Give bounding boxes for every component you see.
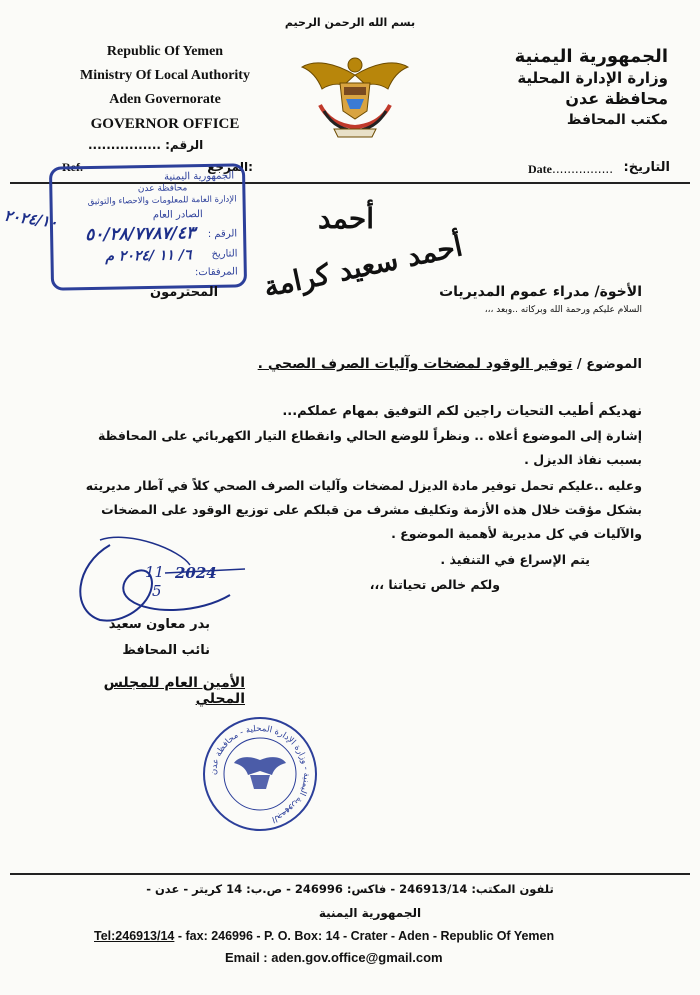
footer-en-contact	[94, 929, 554, 943]
footer-email: Email : aden.gov.office@gmail.com	[225, 950, 443, 965]
header-ar-line4: مكتب المحافظ	[566, 112, 668, 128]
header-en-line4: GOVERNOR OFFICE	[90, 116, 240, 132]
number-line	[88, 138, 203, 152]
basmala: بسم الله الرحمن الرحيم	[284, 16, 416, 29]
body-p3b: بشكل مؤقت خلال هذه الأزمة وتكليف مشرف من قبلكم على توزيع الوقود على المضخات	[101, 502, 642, 517]
footer-divider	[10, 873, 690, 875]
signatory-title1: نائب المحافظ	[122, 643, 210, 658]
header-en-line1: Republic Of Yemen	[106, 44, 224, 59]
stamp-line1: الجمهورية اليمنية	[164, 170, 235, 183]
header-en	[55, 40, 275, 136]
date-dots: ................	[552, 162, 614, 176]
ref-en-label: Ref.	[62, 160, 83, 174]
handwritten-name: أحمد سعيد كرامة	[260, 229, 466, 304]
subject-label: الموضوع /	[576, 357, 642, 372]
body-p4: يتم الإسراع في التنفيذ .	[440, 552, 590, 567]
body-p3a: وعليه ..عليكم تحمل توفير مادة الديزل لمضخات وآليات الصرف الصحي كلاً في آطار مديريته	[85, 478, 642, 493]
header-ar-line1: الجمهورية اليمنية	[514, 46, 668, 67]
footer-en-rest: - fax: 246996 - P. O. Box: 14 - Crater - Aden - Republic Of Yemen	[174, 929, 555, 943]
header-ar-line3: محافظة عدن	[565, 89, 668, 108]
signatory-name: بدر معاون سعيد	[108, 617, 210, 632]
body-closing: ولكم خالص تحياتنا ،،،	[369, 577, 500, 592]
stamp-line3: الإدارة العامة للمعلومات والاحصاء والتوثيق	[87, 194, 237, 208]
subject-text: توفير الوقود لمضخات وآليات الصرف الصحي .	[257, 356, 573, 372]
official-seal	[200, 715, 320, 833]
header-en-line2: Ministry Of Local Authority	[80, 68, 250, 83]
header-ar	[448, 46, 668, 130]
date-ar-label: التاريخ:	[623, 160, 670, 175]
body-p3c: والآليات في كل مديرية لأهمية الموضوع .	[391, 526, 642, 541]
date-en-label: Date	[528, 162, 552, 176]
salutation: السلام عليكم ورحمة الله وبركاته ..وبعد ،،،	[484, 305, 642, 315]
subject-line	[258, 356, 642, 372]
sign-date-month: 5	[152, 582, 162, 600]
stamp-attach-label: المرفقات:	[194, 266, 238, 279]
seal-ring-text: الجمهورية اليمنية - وزارة الإدارة المحلية - محافظة عدن	[208, 723, 312, 825]
footer-tel: Tel:246913/14	[94, 929, 175, 943]
received-stamp	[49, 163, 247, 290]
stamp-num-label: الرقم :	[207, 228, 238, 240]
ref-ar-label: المرجع:	[207, 160, 253, 174]
addressee: الأخوة/ مدراء عموم المديريات	[439, 284, 642, 300]
footer-ar-country: الجمهورية اليمنية	[318, 906, 422, 920]
number-dots: ................	[88, 138, 161, 152]
stamp-line2: محافظة عدن	[137, 183, 188, 195]
sign-date-day: 11	[145, 563, 165, 581]
date-line	[528, 162, 613, 177]
handwritten-name-1: أحمد	[318, 202, 374, 235]
body-p1: نهديكم أطيب التحيات راجين لكم التوفيق بمهام عملكم...	[282, 404, 642, 419]
header-en-line3: Aden Governorate	[109, 92, 221, 107]
stamp-date-label: التاريخ	[211, 248, 238, 260]
body-p2a: إشارة إلى الموضوع أعلاه .. ونظراً للوضع الحالي وانقطاع التيار الكهربائي على المحافظة	[97, 428, 642, 443]
number-label: الرقم:	[165, 138, 204, 152]
footer-ar-contact: تلفون المكتب: 246913/14 - فاكس: 246996 - ص.ب: 14 كريتر - عدن -	[146, 882, 554, 896]
eagle-emblem-icon	[300, 45, 410, 140]
signatory-title2: الأمين العام للمجلس المحلي	[103, 675, 245, 707]
stamp-date-hand: ٦/ ١١ /٢٠٢٤ م	[105, 247, 192, 265]
stamp-number-hand: ٥٠/٢٨/٧٧٨٧/٤٣	[85, 223, 196, 246]
stamp-line4: الصادر العام	[152, 209, 203, 221]
body-p2b: بسبب نفاذ الديزل .	[524, 452, 642, 467]
sign-date-year: 2024	[175, 564, 217, 582]
margin-year-hand: ٢٠٢٤/١٠	[3, 206, 59, 232]
greeting-left: المحترمون	[150, 285, 219, 300]
header-ar-line2: وزارة الإدارة المحلية	[517, 69, 668, 87]
